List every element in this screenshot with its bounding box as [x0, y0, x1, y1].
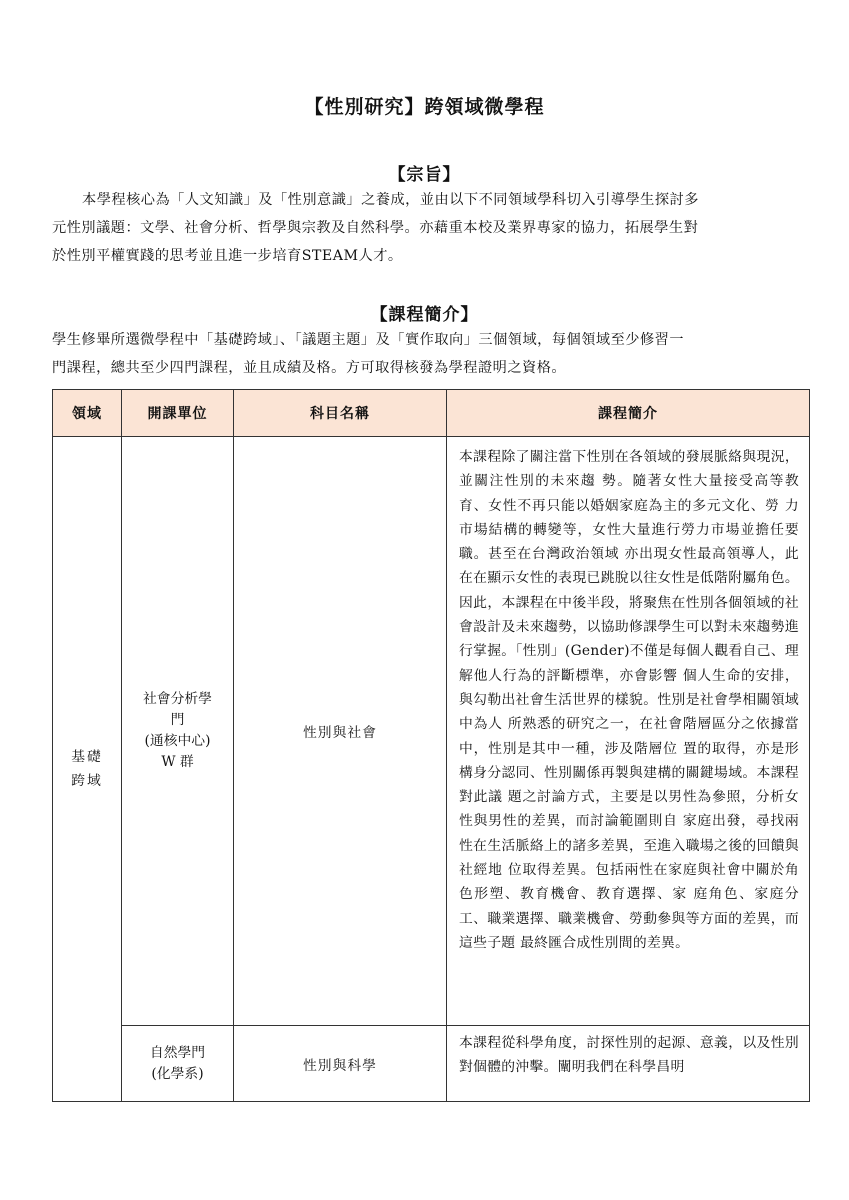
purpose-paragraph [52, 186, 798, 270]
header-subject: 科目名稱 [234, 390, 447, 437]
unit-line: 門 [170, 712, 185, 728]
intro-line: 門課程，總共至少四門課程，並且成績及格。方可取得核發為學程證明之資格。 [52, 360, 567, 376]
purpose-line: 元性別議題：文學、社會分析、哲學與宗教及自然科學。亦藉重本校及業界專家的協力，拓展學生對 [52, 220, 699, 236]
intro-paragraph [52, 326, 798, 382]
description-text: 本課程從科學角度，討探性別的起源、意義，以及性別對個體的沖擊。闡明我們在科學昌明 [459, 1035, 799, 1076]
domain-line: 跨域 [71, 773, 103, 789]
description-cell: 本課程除了關注當下性別在各領域的發展脈絡與現況，並關注性別的未來趨 勢。隨著女性大量接受高等教育、女性不再只能以婚姻家庭為主的多元文化、勞 力市場結構的轉變等，女性大量進行勞力市場並擔任要職。甚至在台灣政治領域 亦出現女性最高領導人，此在在顯示女性的表現已跳脫以往女性是低階附屬角色。因此，本課程在中後半段，將聚焦在性別各個領域的社會設計及未來趨勢，以協助修課學生可以對未來趨勢進行掌握。「性別」(Gender)不僅是每個人觀看自己、理解他人行為的評斷標準，亦會影響 個人生命的安排，與勾勒出社會生活世界的樣貌。性別是社會學相關領域中為人 所熟悉的研究之一，在社會階層區分之依據當中，性別是其中一種，涉及階層位 置的取得，亦是形構身分認同、性別關係再製與建構的關鍵場域。本課程對此議 題之討論方式，主要是以男性為參照，分析女性與男性的差異，而討論範圍則自 家庭出發，尋找兩性在生活脈絡上的諸多差異，至進入職場之後的回饋與社經地 位取得差異。包括兩性在家庭與社會中關於角色形塑、教育機會、教育選擇、家 庭角色、家庭分工、職業選擇、職業機會、勞動參與等方面的差異，而這些子題 最終匯合成性別間的差異。 [447, 437, 810, 1026]
domain-cell [53, 437, 122, 1102]
header-description: 課程簡介 [447, 390, 810, 437]
intro-line: 學生修畢所選微學程中「基礎跨域」、「議題主題」及「實作取向」三個領域，每個領域至少修習一 [52, 332, 685, 348]
table-row [53, 437, 810, 1026]
domain-line: 基礎 [71, 749, 103, 765]
subject-cell: 性別與科學 [234, 1026, 447, 1102]
course-table [52, 389, 810, 1102]
unit-cell [122, 437, 234, 1026]
description-cell [447, 1026, 810, 1102]
subject-cell: 性別與社會 [234, 437, 447, 1026]
intro-heading: 【課程簡介】 [370, 305, 479, 325]
purpose-heading: 【宗旨】 [388, 165, 461, 185]
purpose-line: 本學程核心為「人文知識」及「性別意識」之養成，並由以下不同領域學科切入引導學生探討多 [82, 192, 699, 208]
table-row [53, 1026, 810, 1102]
purpose-line: 於性別平權實踐的思考並且進一步培育STEAM人才。 [52, 248, 403, 264]
table-header-row [53, 390, 810, 437]
unit-cell [122, 1026, 234, 1102]
unit-line: 自然學門 [149, 1044, 206, 1061]
header-domain: 領域 [53, 390, 122, 437]
unit-line: 社會分析學 [143, 691, 212, 707]
unit-line: W 群 [161, 754, 194, 770]
document-title: 【性別研究】跨領域微學程 [304, 96, 545, 118]
unit-line: (通核中心) [144, 733, 211, 749]
header-unit: 開課單位 [122, 390, 234, 437]
unit-line: (化學系) [151, 1065, 204, 1082]
